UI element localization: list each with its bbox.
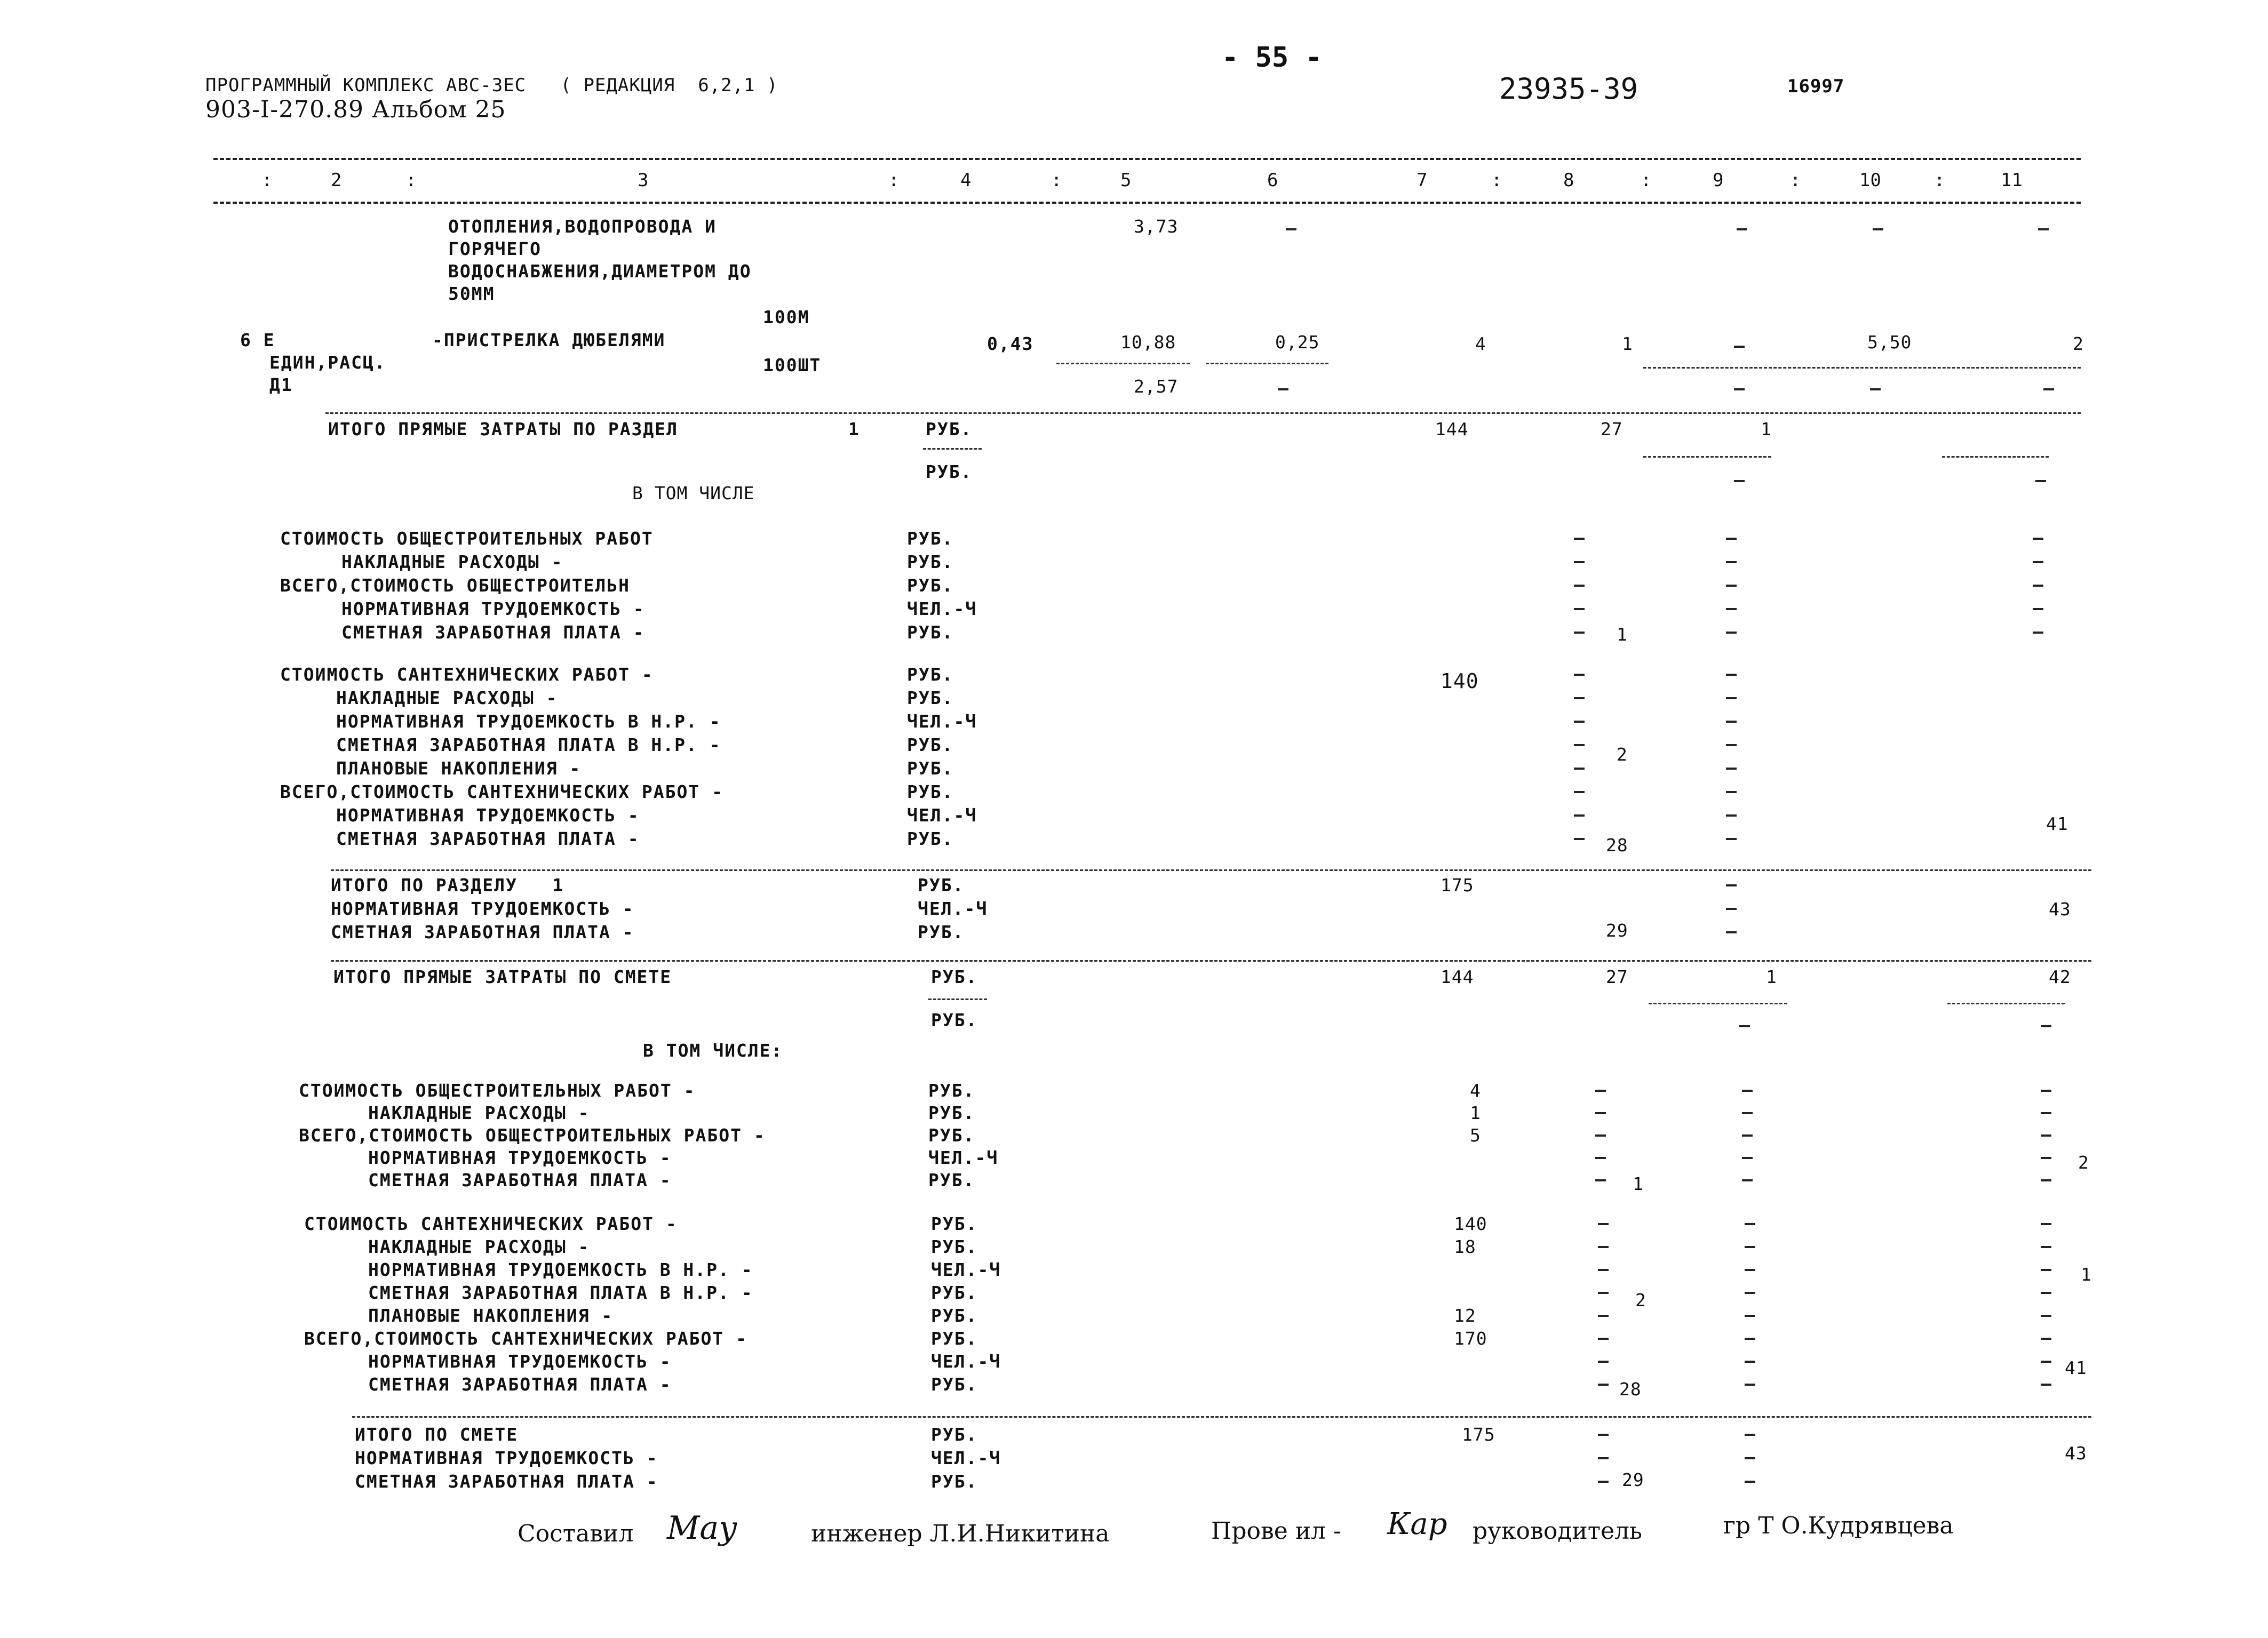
dash — [2038, 228, 2049, 230]
row-unit: РУБ. — [928, 1080, 975, 1101]
estimate-direct-total-unit: РУБ. — [931, 966, 978, 987]
dash — [1278, 388, 1288, 390]
item-col11: 2 — [2073, 333, 2084, 354]
item-col10: 5,50 — [1867, 332, 1912, 353]
row-unit: РУБ. — [928, 1170, 975, 1190]
item-desc-line: ОТОПЛЕНИЯ,ВОДОПРОВОДА И — [448, 216, 717, 237]
row-unit: РУБ. — [931, 1305, 978, 1326]
row-unit: РУБ. — [928, 1102, 975, 1123]
row-label: НАКЛАДНЫЕ РАСХОДЫ - — [341, 552, 563, 572]
row-label: НАКЛАДНЫЕ РАСХОДЫ - — [368, 1236, 590, 1257]
row-label: НОРМАТИВНАЯ ТРУДОЕМКОСТЬ В Н.Р. - — [336, 711, 721, 732]
row-label: СТОИМОСТЬ САНТЕХНИЧЕСКИХ РАБОТ - — [280, 664, 654, 685]
section-tot-col8: 29 — [1606, 920, 1628, 941]
dash — [1745, 1246, 1755, 1248]
estimate-rule — [331, 960, 2091, 962]
item-qty: 0,43 — [987, 333, 1034, 354]
row-label: СМЕТНАЯ ЗАРАБОТНАЯ ПЛАТА - — [368, 1170, 672, 1190]
dash — [1574, 721, 1585, 723]
row-value-col7: 1 — [1470, 1102, 1481, 1123]
underline — [1056, 363, 1190, 364]
item-cont-col5: 3,73 — [1134, 216, 1179, 237]
col-sep: : — [261, 170, 273, 191]
section-rule — [331, 869, 2091, 871]
dash — [2041, 1025, 2051, 1027]
dash — [1574, 791, 1585, 793]
row-unit: РУБ. — [907, 552, 954, 572]
underline — [1942, 456, 2049, 458]
row-label: ПЛАНОВЫЕ НАКОПЛЕНИЯ - — [336, 758, 582, 779]
section-direct-col8: 27 — [1601, 419, 1623, 440]
section-direct-total-unit: РУБ. — [926, 419, 973, 440]
dash — [2033, 538, 2043, 540]
item-rate-ref-2: Д1 — [269, 374, 293, 395]
column-number-11: 11 — [2001, 170, 2023, 191]
column-number-6: 6 — [1267, 170, 1278, 191]
row-unit: РУБ. — [907, 734, 954, 755]
dash — [1595, 1090, 1606, 1092]
section-gen-col8: 1 — [1617, 624, 1628, 645]
dash — [1598, 1223, 1609, 1225]
estimate-direct-col8: 27 — [1606, 966, 1628, 987]
row-unit: РУБ. — [907, 758, 954, 779]
row-value-col7: 170 — [1454, 1328, 1487, 1349]
section-tot-col7: 175 — [1441, 875, 1474, 896]
item-col8: 1 — [1622, 333, 1633, 354]
dash — [1286, 228, 1296, 230]
dash — [2041, 1384, 2051, 1386]
dash — [2043, 388, 2054, 390]
estimate-tot-col7: 175 — [1462, 1424, 1495, 1445]
dash — [1598, 1434, 1609, 1436]
item-col6: 0,25 — [1275, 332, 1320, 353]
dash — [1595, 1112, 1606, 1114]
dash — [1726, 538, 1737, 540]
column-number-5: 5 — [1120, 170, 1132, 191]
row-unit: РУБ. — [907, 664, 954, 685]
dash — [1873, 228, 1883, 230]
col-sep: : — [405, 170, 417, 191]
section-san-col11: 41 — [2046, 813, 2068, 834]
estimate-direct-col11: 42 — [2049, 966, 2071, 987]
item-col7: 4 — [1475, 333, 1486, 354]
dash — [2041, 1179, 2051, 1181]
dash — [2041, 1292, 2051, 1294]
dash — [1726, 768, 1737, 770]
col-sep: : — [1641, 170, 1652, 191]
estimate-san-col11: 41 — [2065, 1357, 2087, 1378]
underline — [923, 448, 982, 450]
dash — [1574, 632, 1585, 634]
row-unit: РУБ. — [931, 1471, 978, 1492]
estimate-direct-col7: 144 — [1441, 966, 1474, 987]
checked-label: Прове ил - — [1211, 1517, 1341, 1545]
estimate-direct-col9: 1 — [1766, 966, 1777, 987]
dash — [1745, 1361, 1755, 1363]
row-unit: РУБ. — [931, 1328, 978, 1349]
estimate-incl-label: В ТОМ ЧИСЛЕ: — [643, 1040, 783, 1061]
dash — [1742, 1179, 1753, 1181]
dash — [1726, 908, 1737, 910]
dash — [1598, 1481, 1609, 1483]
dash — [1745, 1457, 1755, 1459]
dash — [1595, 1134, 1606, 1137]
dash — [1726, 721, 1737, 723]
underline — [1206, 363, 1328, 364]
estimate-san-col11-nr: 1 — [2081, 1264, 2092, 1285]
estimate-rule — [352, 1416, 2091, 1418]
row-unit: РУБ. — [907, 528, 954, 549]
section-direct-col9: 1 — [1761, 419, 1772, 440]
estimate-direct-total-label: ИТОГО ПРЯМЫЕ ЗАТРАТЫ ПО СМЕТЕ — [333, 966, 672, 987]
dash — [1745, 1338, 1755, 1340]
row-label: СТОИМОСТЬ ОБЩЕСТРОИТЕЛЬНЫХ РАБОТ - — [299, 1080, 696, 1101]
row-unit: РУБ. — [918, 875, 965, 896]
dash — [1726, 931, 1737, 933]
dash — [1739, 1025, 1750, 1027]
row-unit: РУБ. — [931, 1374, 978, 1395]
row-label: ВСЕГО,СТОИМОСТЬ ОБЩЕСТРОИТЕЛЬНЫХ РАБОТ - — [299, 1125, 766, 1146]
dash — [1734, 346, 1745, 348]
row-unit: ЧЕЛ.-Ч — [928, 1147, 999, 1168]
dash — [1745, 1481, 1755, 1483]
row-unit: РУБ. — [918, 922, 965, 942]
item-unit: 100ШТ — [763, 355, 822, 375]
estimate-tot-col8: 29 — [1622, 1469, 1644, 1490]
row-unit: РУБ. — [931, 1213, 978, 1234]
dash — [1726, 697, 1737, 699]
dash — [1742, 1157, 1753, 1159]
dash — [1598, 1384, 1609, 1386]
dash — [2041, 1246, 2051, 1248]
row-value-col7: 140 — [1454, 1213, 1487, 1234]
estimate-san-col8: 28 — [1619, 1379, 1642, 1400]
row-label: ИТОГО ПО СМЕТЕ — [355, 1424, 519, 1445]
dash — [1598, 1361, 1609, 1363]
program-line: ПРОГРАММНЫЙ КОМПЛЕКС АВС-3ЕС ( РЕДАКЦИЯ 6,2,1 ) — [205, 75, 778, 96]
row-label: НОРМАТИВНАЯ ТРУДОЕМКОСТЬ - — [336, 805, 640, 826]
compiled-label: Составил — [518, 1520, 634, 1547]
row-unit: ЧЕЛ.-Ч — [931, 1448, 1001, 1468]
dash — [2041, 1134, 2051, 1137]
row-unit: ЧЕЛ.-Ч — [907, 711, 977, 732]
section-incl-label: В ТОМ ЧИСЛЕ — [632, 483, 755, 504]
row-unit: ЧЕЛ.-Ч — [931, 1259, 1001, 1280]
section-direct-total-label: ИТОГО ПРЯМЫЕ ЗАТРАТЫ ПО РАЗДЕЛ — [328, 419, 679, 440]
row-label: СТОИМОСТЬ ОБЩЕСТРОИТЕЛЬНЫХ РАБОТ — [280, 528, 654, 549]
column-number-10: 10 — [1859, 170, 1881, 191]
dash — [1574, 538, 1585, 540]
dash — [2041, 1338, 2051, 1340]
dash — [1726, 791, 1737, 793]
item-unit-100m: 100М — [763, 307, 810, 327]
dash — [1726, 838, 1737, 840]
dash — [2041, 1269, 2051, 1271]
row-label: НОРМАТИВНАЯ ТРУДОЕМКОСТЬ - — [341, 598, 645, 619]
estimate-san-col8-nr: 2 — [1635, 1290, 1646, 1311]
row-label: СМЕТНАЯ ЗАРАБОТНАЯ ПЛАТА - — [368, 1374, 672, 1395]
section-tot-col11: 43 — [2049, 899, 2071, 920]
col-sep: : — [1491, 170, 1502, 191]
checked-signature: Кар — [1387, 1507, 1447, 1541]
dash — [2041, 1112, 2051, 1114]
estimate-gen-col11: 2 — [2078, 1152, 2089, 1173]
dash — [1742, 1112, 1753, 1114]
doc-number: 23935-39 — [1499, 72, 1638, 106]
row-unit: РУБ. — [931, 1424, 978, 1445]
row-label: НАКЛАДНЫЕ РАСХОДЫ - — [336, 688, 558, 708]
album-line: 903-I-270.89 Альбом 25 — [205, 96, 506, 123]
dash — [1742, 1090, 1753, 1092]
dash — [1745, 1269, 1755, 1271]
row-value-col7: 12 — [1454, 1305, 1476, 1326]
row-unit: ЧЕЛ.-Ч — [907, 598, 977, 619]
section-direct-col7: 144 — [1435, 419, 1469, 440]
dash — [1574, 814, 1585, 817]
estimate-direct-total-unit-2: РУБ. — [931, 1010, 978, 1030]
dash — [1598, 1269, 1609, 1271]
dash — [1726, 744, 1737, 746]
column-number-8: 8 — [1563, 170, 1574, 191]
row-unit: ЧЕЛ.-Ч — [907, 805, 977, 826]
page-number: - 55 - — [1222, 42, 1322, 74]
dash — [2033, 632, 2043, 634]
dash — [1737, 228, 1747, 230]
dash — [1742, 1134, 1753, 1137]
row-unit: РУБ. — [907, 781, 954, 802]
dash — [1598, 1338, 1609, 1340]
row-unit: РУБ. — [907, 688, 954, 708]
dash — [1726, 608, 1737, 610]
dash — [1598, 1315, 1609, 1317]
row-unit: РУБ. — [931, 1282, 978, 1303]
row-label: ИТОГО ПО РАЗДЕЛУ 1 — [331, 875, 564, 896]
row-label: ВСЕГО,СТОИМОСТЬ ОБЩЕСТРОИТЕЛЬН — [280, 575, 631, 596]
head-label: руководитель — [1473, 1517, 1643, 1545]
dash — [1726, 561, 1737, 563]
dash — [1574, 744, 1585, 746]
dash — [1745, 1315, 1755, 1317]
item-desc-line: 50ММ — [448, 283, 495, 304]
section-san-col8-nr: 2 — [1617, 744, 1628, 765]
section-direct-total-num: 1 — [848, 419, 860, 440]
dash — [1574, 585, 1585, 587]
row-label: СМЕТНАЯ ЗАРАБОТНАЯ ПЛАТА - — [336, 828, 640, 849]
row-label: СТОИМОСТЬ САНТЕХНИЧЕСКИХ РАБОТ - — [304, 1213, 678, 1234]
item-desc-line: ГОРЯЧЕГО — [448, 238, 542, 259]
dash — [1595, 1179, 1606, 1181]
estimate-gen-col8: 1 — [1633, 1173, 1644, 1194]
header-rule-top — [213, 158, 2081, 160]
underline — [1643, 367, 2081, 369]
column-number-4: 4 — [960, 170, 972, 191]
dash — [1574, 838, 1585, 840]
dash — [1745, 1434, 1755, 1436]
row-label: НОРМАТИВНАЯ ТРУДОЕМКОСТЬ - — [368, 1351, 672, 1372]
row-label: НАКЛАДНЫЕ РАСХОДЫ - — [368, 1102, 590, 1123]
row-label: НОРМАТИВНАЯ ТРУДОЕМКОСТЬ - — [368, 1147, 672, 1168]
underline — [928, 998, 987, 1000]
dash — [1598, 1246, 1609, 1248]
row-label: СМЕТНАЯ ЗАРАБОТНАЯ ПЛАТА В Н.Р. - — [368, 1282, 753, 1303]
dash — [2033, 561, 2043, 563]
row-unit: РУБ. — [907, 575, 954, 596]
dash — [1870, 388, 1881, 390]
row-label: СМЕТНАЯ ЗАРАБОТНАЯ ПЛАТА - — [355, 1471, 658, 1492]
row-label: ПЛАНОВЫЕ НАКОПЛЕНИЯ - — [368, 1305, 614, 1326]
row-unit: ЧЕЛ.-Ч — [931, 1351, 1001, 1372]
item-desc-line: ВОДОСНАБЖЕНИЯ,ДИАМЕТРОМ ДО — [448, 261, 752, 282]
dash — [1726, 585, 1737, 587]
row-label: НОРМАТИВНАЯ ТРУДОЕМКОСТЬ В Н.Р. - — [368, 1259, 753, 1280]
row-unit: РУБ. — [928, 1125, 975, 1146]
underline — [1649, 1003, 1787, 1004]
col-sep: : — [888, 170, 900, 191]
row-value-col7: 18 — [1454, 1236, 1476, 1257]
dash — [1726, 674, 1737, 676]
dash — [1726, 884, 1737, 886]
doc-code: 16997 — [1787, 76, 1845, 97]
item-rate-ref: ЕДИН,РАСЦ. — [269, 352, 386, 373]
row-label: СМЕТНАЯ ЗАРАБОТНАЯ ПЛАТА - — [331, 922, 634, 942]
row-label: СМЕТНАЯ ЗАРАБОТНАЯ ПЛАТА В Н.Р. - — [336, 734, 721, 755]
col-sep: : — [1051, 170, 1062, 191]
dash — [2041, 1315, 2051, 1317]
item-number: 6 Е — [240, 330, 275, 350]
dash — [1595, 1157, 1606, 1159]
underline — [1947, 1003, 2065, 1004]
dash — [1734, 480, 1745, 482]
row-unit: РУБ. — [907, 622, 954, 643]
dash — [1726, 632, 1737, 634]
row-unit: РУБ. — [931, 1236, 978, 1257]
dash — [1726, 814, 1737, 817]
column-number-7: 7 — [1416, 170, 1428, 191]
dash — [2033, 585, 2043, 587]
dash — [2041, 1361, 2051, 1363]
head-name: гр Т О.Кудрявцева — [1723, 1512, 1954, 1539]
dash — [1574, 608, 1585, 610]
dash — [1598, 1457, 1609, 1459]
item-name: -ПРИСТРЕЛКА ДЮБЕЛЯМИ — [432, 330, 666, 350]
column-number-2: 2 — [331, 170, 342, 191]
dash — [2041, 1090, 2051, 1092]
col-sep: : — [1934, 170, 1945, 191]
dash — [1745, 1223, 1755, 1225]
dash — [2035, 480, 2046, 482]
row-label: СМЕТНАЯ ЗАРАБОТНАЯ ПЛАТА - — [341, 622, 645, 643]
row-unit: ЧЕЛ.-Ч — [918, 898, 988, 919]
item-col5b: 2,57 — [1134, 376, 1179, 397]
row-label: ВСЕГО,СТОИМОСТЬ САНТЕХНИЧЕСКИХ РАБОТ - — [304, 1328, 747, 1349]
column-number-9: 9 — [1713, 170, 1724, 191]
col-sep: : — [1790, 170, 1801, 191]
compiled-signature: Мау — [667, 1509, 738, 1547]
section-san-col8: 28 — [1606, 835, 1628, 856]
dash — [2033, 608, 2043, 610]
engineer-name: инженер Л.И.Никитина — [811, 1520, 1110, 1547]
row-unit: РУБ. — [907, 828, 954, 849]
section-rule — [325, 412, 2081, 414]
row-label: ВСЕГО,СТОИМОСТЬ САНТЕХНИЧЕСКИХ РАБОТ - — [280, 781, 723, 802]
dash — [2041, 1157, 2051, 1159]
dash — [1574, 674, 1585, 676]
dash — [1598, 1292, 1609, 1294]
dash — [1745, 1292, 1755, 1294]
item-col5: 10,88 — [1120, 332, 1176, 353]
underline — [1643, 456, 1771, 458]
dash — [1574, 768, 1585, 770]
dash — [2041, 1223, 2051, 1225]
row-label: НОРМАТИВНАЯ ТРУДОЕМКОСТЬ - — [331, 898, 634, 919]
section-san-col7: 140 — [1441, 669, 1479, 693]
dash — [1574, 697, 1585, 699]
header-rule-bottom — [213, 202, 2081, 204]
section-direct-total-unit-2: РУБ. — [926, 461, 973, 482]
row-value-col7: 5 — [1470, 1125, 1481, 1146]
row-label: НОРМАТИВНАЯ ТРУДОЕМКОСТЬ - — [355, 1448, 658, 1468]
dash — [1745, 1384, 1755, 1386]
column-number-3: 3 — [638, 170, 649, 191]
row-value-col7: 4 — [1470, 1080, 1481, 1101]
dash — [1734, 388, 1745, 390]
dash — [1574, 561, 1585, 563]
estimate-tot-col11: 43 — [2065, 1443, 2087, 1464]
